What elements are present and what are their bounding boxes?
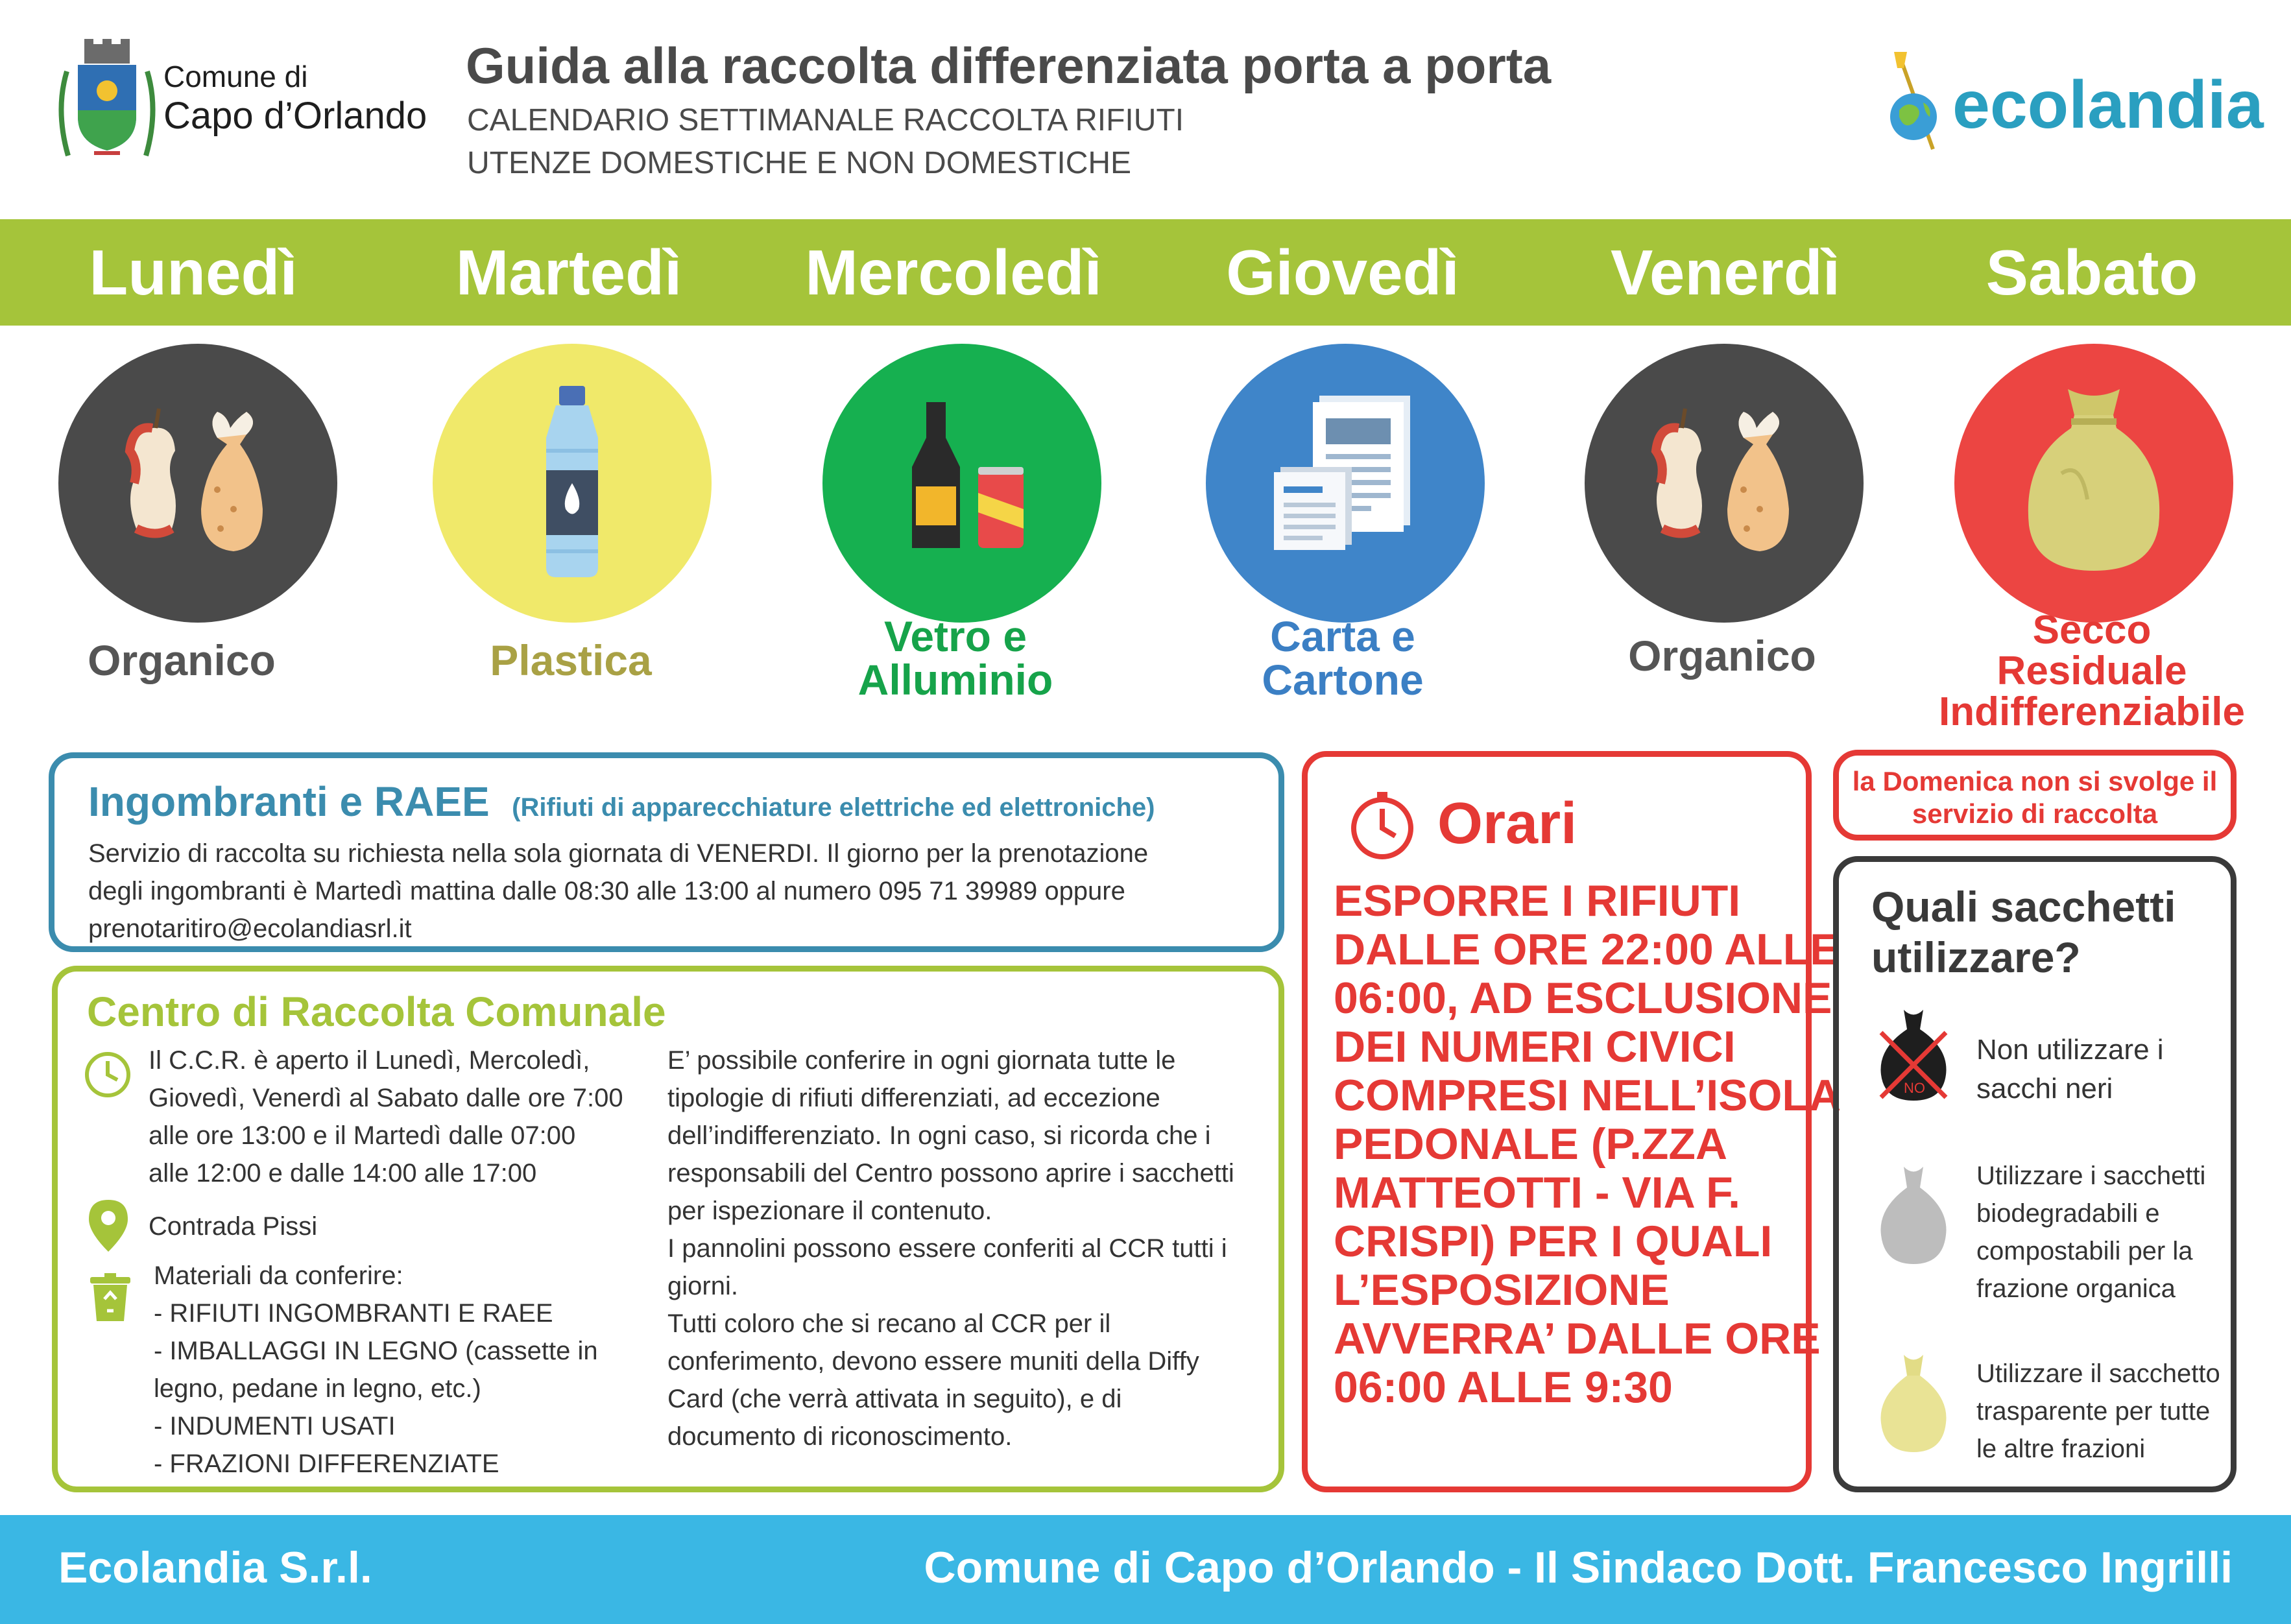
orari-title: Orari xyxy=(1437,791,1577,856)
trash-sack-icon xyxy=(2022,383,2165,577)
orari-line: 06:00, AD ESCLUSIONE xyxy=(1334,973,1832,1023)
recycle-bin-icon xyxy=(90,1273,130,1324)
ccr-material-item: - RIFIUTI INGOMBRANTI E RAEE xyxy=(154,1299,553,1328)
ingombranti-email: prenotaritiro@ecolandiasrl.it xyxy=(88,914,412,943)
domenica-line: servizio di raccolta xyxy=(1912,798,2158,829)
ccr-info-line: Card (che verrà attivata in seguito), e di xyxy=(667,1385,1122,1413)
waste-type-thursday-line2: Cartone xyxy=(1262,656,1424,704)
comune-label: Comune di xyxy=(163,60,308,93)
apple-core-chicken-leg-icon xyxy=(1646,399,1802,567)
organic-circle-friday xyxy=(1585,344,1864,623)
sacchetti-item-2 xyxy=(1976,1157,2205,1308)
waste-type-wednesday-line1: Vetro e xyxy=(883,612,1027,660)
ccr-info-line: I pannolini possono essere conferiti al CCR tutti i xyxy=(667,1234,1227,1263)
sacchetti-title-line: utilizzare? xyxy=(1871,933,2081,981)
waste-type-thursday-line1: Carta e xyxy=(1270,612,1415,660)
day-friday: Venerdì xyxy=(1610,237,1841,308)
waste-type-saturday xyxy=(1910,610,2273,733)
orari-box xyxy=(1302,751,1841,1492)
ccr-info-line: per ispezionare il contenuto. xyxy=(667,1197,992,1225)
ccr-info-line: tipologie di rifiuti differenziati, ad eccezione xyxy=(667,1084,1160,1112)
waste-type-monday: Organico xyxy=(88,636,276,684)
orari-line: CRISPI) PER I QUALI xyxy=(1334,1217,1773,1266)
waste-type-friday: Organico xyxy=(1628,632,1816,680)
comune-name: Capo d’Orlando xyxy=(163,95,427,137)
day-saturday: Sabato xyxy=(1985,237,2198,308)
orari-line: AVVERRA’ DALLE ORE xyxy=(1334,1314,1821,1363)
waste-type-wednesday-line2: Alluminio xyxy=(858,656,1053,704)
ccr-info-line: giorni. xyxy=(667,1272,738,1300)
page-title: Guida alla raccolta differenziata porta a porta xyxy=(466,37,1552,94)
black-bag-crossed-icon xyxy=(1878,1010,1949,1104)
stopwatch-icon xyxy=(1347,789,1418,864)
sacchetti-title xyxy=(1871,881,2176,983)
ccr-hours-line: alle ore 13:00 e il Martedì dalle 07:00 xyxy=(149,1121,576,1150)
page-subtitle: CALENDARIO SETTIMANALE RACCOLTA RIFIUTI xyxy=(467,103,1184,137)
ccr-info-line: conferimento, devono essere muniti della Diffy xyxy=(667,1347,1199,1376)
orari-line: ESPORRE I RIFIUTI xyxy=(1334,876,1741,925)
clock-icon xyxy=(84,1051,132,1102)
sacchetti-item-line: Non utilizzare i xyxy=(1976,1034,2164,1066)
grey-bag-icon xyxy=(1878,1167,1949,1267)
ccr-info-line: responsabili del Centro possono aprire i sacchetti xyxy=(667,1159,1234,1188)
orari-line: DEI NUMERI CIVICI xyxy=(1334,1022,1736,1071)
footer-company: Ecolandia S.r.l. xyxy=(58,1543,372,1592)
orari-line: PEDONALE (P.ZZA xyxy=(1334,1119,1728,1169)
plastic-circle xyxy=(433,344,712,623)
ccr-material-item: - IMBALLAGGI IN LEGNO (cassette in xyxy=(154,1337,598,1365)
newspaper-icon xyxy=(1274,396,1417,551)
ccr-material-item: legno, pedane in legno, etc.) xyxy=(154,1374,481,1403)
orari-text xyxy=(1334,877,1841,1412)
ccr-hours-line: Giovedì, Venerdì al Sabato dalle ore 7:00 xyxy=(149,1084,623,1112)
residual-circle xyxy=(1954,344,2233,623)
bottle-can-icon xyxy=(907,402,1030,551)
ccr-materials-heading: Materiali da conferire: xyxy=(154,1261,403,1290)
ingombranti-subtitle: (Rifiuti di apparecchiature elettriche ed elettroniche) xyxy=(512,793,1155,822)
ccr-info-line: dell’indifferenziato. In ogni caso, si ricorda che i xyxy=(667,1121,1211,1150)
glass-circle xyxy=(822,344,1101,623)
ccr-location: Contrada Pissi xyxy=(149,1212,318,1241)
sacchetti-item-line: compostabili per la xyxy=(1976,1237,2193,1265)
waste-type-saturday-line3: Indifferenziabile xyxy=(1939,689,2245,735)
comune-crest-icon xyxy=(55,39,159,162)
ccr-info xyxy=(667,1042,1234,1455)
day-wednesday: Mercoledì xyxy=(805,237,1102,308)
day-thursday: Giovedì xyxy=(1226,237,1459,308)
ecolandia-globe-icon xyxy=(1888,52,1946,156)
page-subtitle-secondary: UTENZE DOMESTICHE E NON DOMESTICHE xyxy=(467,146,1132,180)
day-tuesday: Martedì xyxy=(455,237,682,308)
waste-type-wednesday xyxy=(774,612,1137,704)
orari-line: 06:00 ALLE 9:30 xyxy=(1334,1363,1673,1412)
sacchetti-item-line: Utilizzare il sacchetto xyxy=(1976,1359,2220,1388)
apple-core-chicken-leg-icon xyxy=(120,399,276,567)
ccr-material-item: - FRAZIONI DIFFERENZIATE xyxy=(154,1450,499,1478)
orari-line: COMPRESI NELL’ISOLA xyxy=(1334,1071,1841,1120)
ccr-materials xyxy=(154,1257,598,1483)
sacchetti-item-1 xyxy=(1976,1031,2164,1108)
ccr-hours-line: alle 12:00 e dalle 14:00 alle 17:00 xyxy=(149,1159,537,1188)
domenica-text xyxy=(1839,765,2231,830)
sacchetti-box xyxy=(1833,856,2237,1492)
orari-line: DALLE ORE 22:00 ALLE xyxy=(1334,925,1840,974)
sacchetti-item-line: frazione organica xyxy=(1976,1274,2176,1303)
sacchetti-item-line: le altre frazioni xyxy=(1976,1435,2146,1463)
ccr-info-line: Tutti coloro che si recano al CCR per il xyxy=(667,1309,1111,1338)
orari-line: MATTEOTTI - VIA F. xyxy=(1334,1168,1741,1217)
ingombranti-title: Ingombranti e RAEE xyxy=(88,778,490,825)
ingombranti-line: Servizio di raccolta su richiesta nella sola giornata di VENERDI. Il giorno per la prenotazione xyxy=(88,839,1149,868)
waste-type-saturday-line2: Residuale xyxy=(1997,649,2187,694)
domenica-notice xyxy=(1833,750,2237,841)
waste-type-saturday-line1: Secco xyxy=(2032,608,2152,652)
orari-line: L’ESPOSIZIONE xyxy=(1334,1265,1670,1315)
ccr-info-line: E’ possibile conferire in ogni giornata tutte le xyxy=(667,1046,1176,1075)
ingombranti-text xyxy=(88,835,1148,948)
ccr-hours-line: Il C.C.R. è aperto il Lunedì, Mercoledì, xyxy=(149,1046,590,1075)
sacchetti-item-line: sacchi neri xyxy=(1976,1073,2113,1105)
ccr-box xyxy=(52,966,1284,1492)
ingombranti-line: degli ingombranti è Martedì mattina dalle 08:30 alle 13:00 al numero 095 71 39989 oppure xyxy=(88,877,1125,905)
ingombranti-header xyxy=(88,778,1155,825)
organic-circle xyxy=(58,344,337,623)
sacchetti-title-line: Quali sacchetti xyxy=(1871,883,2176,931)
domenica-line: la Domenica non si svolge il xyxy=(1852,766,2218,796)
ecolandia-logo-text: ecolandia xyxy=(1952,67,2264,143)
footer-mayor: Comune di Capo d’Orlando - Il Sindaco Dott. Francesco Ingrilli xyxy=(924,1543,2233,1592)
waste-type-thursday xyxy=(1161,612,1524,704)
sacchetti-item-line: trasparente per tutte xyxy=(1976,1397,2211,1426)
paper-circle xyxy=(1206,344,1485,623)
sacchetti-item-line: Utilizzare i sacchetti xyxy=(1976,1162,2206,1190)
ingombranti-box xyxy=(49,752,1284,952)
waste-type-tuesday: Plastica xyxy=(490,636,652,684)
day-monday: Lunedì xyxy=(89,237,298,308)
ccr-title: Centro di Raccolta Comunale xyxy=(87,988,666,1035)
yellow-bag-icon xyxy=(1878,1355,1949,1455)
ccr-hours xyxy=(149,1042,623,1192)
sacchetti-item-line: biodegradabili e xyxy=(1976,1199,2160,1228)
plastic-bottle-icon xyxy=(536,386,608,580)
ccr-info-line: documento di riconoscimento. xyxy=(667,1422,1013,1451)
no-label: NO xyxy=(1904,1080,1925,1096)
sacchetti-item-3 xyxy=(1976,1355,2220,1468)
location-pin-icon xyxy=(89,1200,128,1255)
ccr-material-item: - INDUMENTI USATI xyxy=(154,1412,396,1440)
